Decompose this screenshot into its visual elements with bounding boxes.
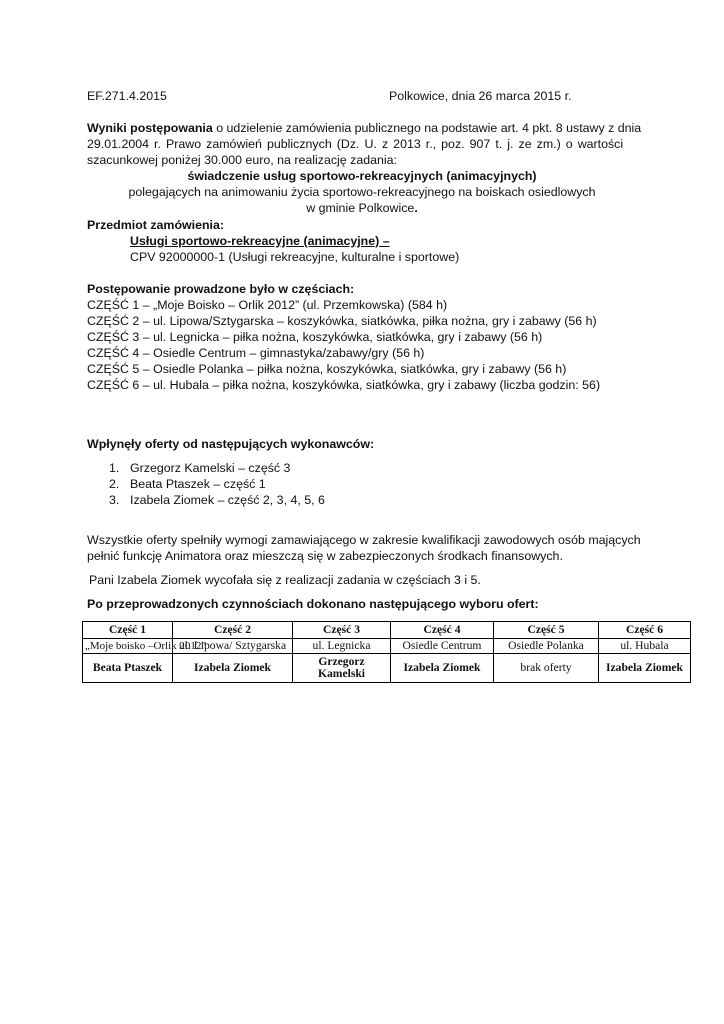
withdrawal-note: Pani Izabela Ziomek wycofała się z realizacji zadania w częściach 3 i 5. xyxy=(89,573,481,587)
part-item: CZĘŚĆ 2 – ul. Lipowa/Sztygarska – koszykówka, siatkówka, piłka nożna, gry i zabawy (56 h) xyxy=(87,314,597,328)
table-winner-row xyxy=(83,654,691,683)
task-description-2-text: w gminie Polkowice xyxy=(306,201,415,215)
table-header-row xyxy=(83,622,691,639)
table-header-cell: Część 3 xyxy=(293,622,391,639)
selection-heading: Po przeprowadzonych czynnościach dokonano następującego wyboru ofert: xyxy=(87,597,539,611)
offer-number: 3. xyxy=(109,493,120,507)
table-location-cell: ul. Hubala xyxy=(599,639,691,654)
offer-text: Grzegorz Kamelski – część 3 xyxy=(130,461,291,475)
table-header-cell: Część 4 xyxy=(391,622,494,639)
table-winner-cell: Grzegorz Kamelski xyxy=(293,654,391,683)
intro-line-1-rest: o udzielenie zamówienia publicznego na podstawie art. 4 pkt. 8 ustawy z dnia xyxy=(212,121,642,135)
table-location-cell: ul. Legnicka xyxy=(293,639,391,654)
intro-line-2: 29.01.2004 r. Prawo zamówień publicznych (Dz. U. z 2013 r., poz. 907 t. j. ze zm.) o wartości xyxy=(87,137,624,151)
results-table xyxy=(82,621,691,683)
offer-number: 2. xyxy=(109,477,120,491)
offer-text: Izabela Ziomek – część 2, 3, 4, 5, 6 xyxy=(130,493,325,507)
table-header-cell: Część 2 xyxy=(173,622,293,639)
table-location-row xyxy=(83,639,691,654)
table-winner-cell: Izabela Ziomek xyxy=(599,654,691,683)
table-header-cell: Część 1 xyxy=(83,622,173,639)
table-winner-cell: brak oferty xyxy=(494,654,599,683)
conclusion-line-2: pełnić funkcję Animatora oraz mieszczą się w zabezpieczonych środkach finansowych. xyxy=(87,549,563,563)
task-title: świadczenie usług sportowo-rekreacyjnych (animacyjnych) xyxy=(187,169,537,183)
part-item: CZĘŚĆ 1 – „Moje Boisko – Orlik 2012” (ul. Przemkowska) (584 h) xyxy=(87,298,448,312)
conclusion-line-1: Wszystkie oferty spełniły wymogi zamawiającego w zakresie kwalifikacji zawodowych osób mających xyxy=(87,533,641,547)
part-item: CZĘŚĆ 4 – Osiedle Centrum – gimnastyka/zabawy/gry (56 h) xyxy=(87,346,425,360)
part-item: CZĘŚĆ 3 – ul. Legnicka – piłka nożna, koszykówka, siatkówka, gry i zabawy (56 h) xyxy=(87,330,543,344)
subject-heading: Przedmiot zamówienia: xyxy=(87,218,225,232)
table-winner-cell: Izabela Ziomek xyxy=(173,654,293,683)
table-header-cell: Część 6 xyxy=(599,622,691,639)
table-location-cell: „Moje boisko –Orlik 2012” xyxy=(83,639,173,654)
table-location-cell: ul. Lipowa/ Sztygarska xyxy=(173,639,293,654)
part-item: CZĘŚĆ 5 – Osiedle Polanka – piłka nożna, koszykówka, siatkówka, gry i zabawy (56 h) xyxy=(87,362,567,376)
place-date: Polkowice, dnia 26 marca 2015 r. xyxy=(389,89,572,103)
table-location-cell: Osiedle Centrum xyxy=(391,639,494,654)
task-description-2 xyxy=(87,201,637,215)
table-winner-cell: Izabela Ziomek xyxy=(391,654,494,683)
reference-number: EF.271.4.2015 xyxy=(87,89,167,103)
intro-line-1 xyxy=(87,121,642,135)
intro-bold-start: Wyniki postępowania xyxy=(87,121,213,135)
table-winner-cell: Beata Ptaszek xyxy=(83,654,173,683)
parts-heading: Postępowanie prowadzone było w częściach: xyxy=(87,282,355,296)
offers-heading: Wpłynęły oferty od następujących wykonawców: xyxy=(87,437,375,451)
table-location-cell: Osiedle Polanka xyxy=(494,639,599,654)
table-header-cell: Część 5 xyxy=(494,622,599,639)
intro-line-3: szacunkowej poniżej 30.000 euro, na realizację zadania: xyxy=(87,153,397,167)
subject-cpv: CPV 92000000-1 (Usługi rekreacyjne, kulturalne i sportowe) xyxy=(130,250,460,264)
offer-number: 1. xyxy=(109,461,120,475)
part-item: CZĘŚĆ 6 – ul. Hubala – piłka nożna, koszykówka, siatkówka, gry i zabawy (liczba godzin: 56) xyxy=(87,378,601,392)
task-description-2-end: . xyxy=(414,201,418,215)
offer-text: Beata Ptaszek – część 1 xyxy=(130,477,266,491)
subject-service: Usługi sportowo-rekreacyjne (animacyjne) – xyxy=(130,234,390,248)
task-description-1: polegających na animowaniu życia sportowo-rekreacyjnego na boiskach osiedlowych xyxy=(128,185,596,199)
